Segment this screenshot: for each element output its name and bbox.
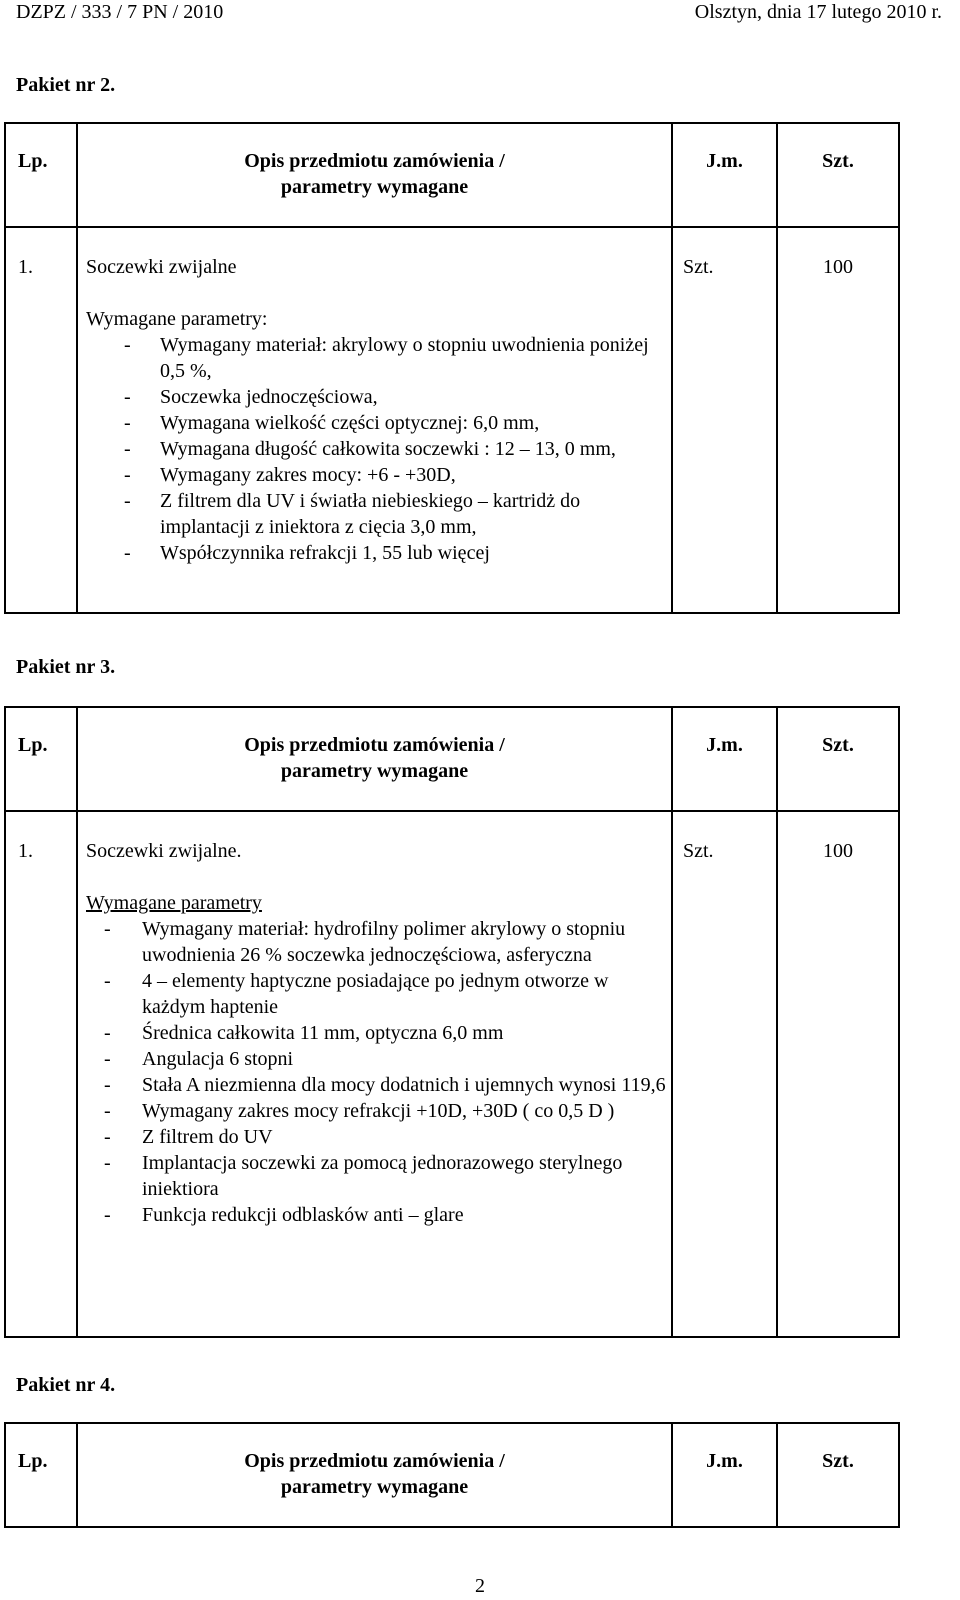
list-item: - Wymagany materiał: hydrofilny polimer akrylowy o stopniu uwodnienia 26 % soczewka jednoczęściowa, asferyczna [86,916,667,968]
header-description-line1: Opis przedmiotu zamówienia / [244,734,505,756]
list-item: - Soczewka jednoczęściowa, [86,384,667,410]
place-and-date: Olsztyn, dnia 17 lutego 2010 r. [694,1,942,23]
item-number: 1. [5,811,77,1337]
package-2-table [4,122,900,614]
table-row [5,811,899,1337]
item-name: Soczewki zwijalne [86,256,237,278]
package-3-title: Pakiet nr 3. [16,656,116,678]
header-description-line2: parametry wymagane [280,760,469,782]
params-list [86,332,667,566]
header-quantity: Szt. [777,707,899,811]
item-description [77,227,672,613]
item-description [77,811,672,1337]
header-quantity: Szt. [777,1423,899,1527]
header-lp: Lp. [5,123,77,227]
list-item: - Wymagany materiał: akrylowy o stopniu uwodnienia poniżej 0,5 %, [86,332,667,384]
item-name: Soczewki zwijalne. [86,840,242,862]
list-item: - Implantacja soczewki za pomocą jednorazowego sterylnego iniektiora [86,1150,667,1202]
header-unit: J.m. [672,707,777,811]
table-header-row [5,123,899,227]
list-item: - Z filtrem do UV [86,1124,667,1150]
package-3-table [4,706,900,1338]
list-item: - 4 – elementy haptyczne posiadające po jednym otworze w każdym haptenie [86,968,667,1020]
header-description-line1: Opis przedmiotu zamówienia / [244,1450,505,1472]
item-unit: Szt. [672,227,777,613]
item-quantity: 100 [777,811,899,1337]
list-item: - Wymagana wielkość części optycznej: 6,0 mm, [86,410,667,436]
list-item: - Wymagany zakres mocy: +6 - +30D, [86,462,667,488]
package-4-table [4,1422,900,1528]
params-title: Wymagane parametry [86,892,262,914]
header-description [77,707,672,811]
header-lp: Lp. [5,707,77,811]
package-2-title: Pakiet nr 2. [16,74,116,96]
list-item: - Angulacja 6 stopni [86,1046,667,1072]
list-item: - Współczynnika refrakcji 1, 55 lub więcej [86,540,667,566]
item-quantity: 100 [777,227,899,613]
package-4-title: Pakiet nr 4. [16,1374,116,1396]
header-description [77,1423,672,1527]
header-quantity: Szt. [777,123,899,227]
table-header-row [5,707,899,811]
params-list [86,916,667,1228]
item-number: 1. [5,227,77,613]
header-unit: J.m. [672,1423,777,1527]
header-lp: Lp. [5,1423,77,1527]
header-description [77,123,672,227]
list-item: - Stała A niezmienna dla mocy dodatnich i ujemnych wynosi 119,6 [86,1072,667,1098]
list-item: - Z filtrem dla UV i światła niebieskiego – kartridż do implantacji z iniektora z cięcia 3,0 mm, [86,488,667,540]
header-description-line2: parametry wymagane [280,176,469,198]
item-unit: Szt. [672,811,777,1337]
page-number: 2 [475,1575,485,1597]
list-item: - Funkcja redukcji odblasków anti – glare [86,1202,667,1228]
header-unit: J.m. [672,123,777,227]
list-item: - Wymagana długość całkowita soczewki : 12 – 13, 0 mm, [86,436,667,462]
header-description-line1: Opis przedmiotu zamówienia / [244,150,505,172]
document-reference: DZPZ / 333 / 7 PN / 2010 [16,1,224,23]
header-description-line2: parametry wymagane [280,1476,469,1498]
params-title: Wymagane parametry: [86,308,268,330]
list-item: - Wymagany zakres mocy refrakcji +10D, +30D ( co 0,5 D ) [86,1098,667,1124]
list-item: - Średnica całkowita 11 mm, optyczna 6,0 mm [86,1020,667,1046]
table-header-row [5,1423,899,1527]
table-row [5,227,899,613]
